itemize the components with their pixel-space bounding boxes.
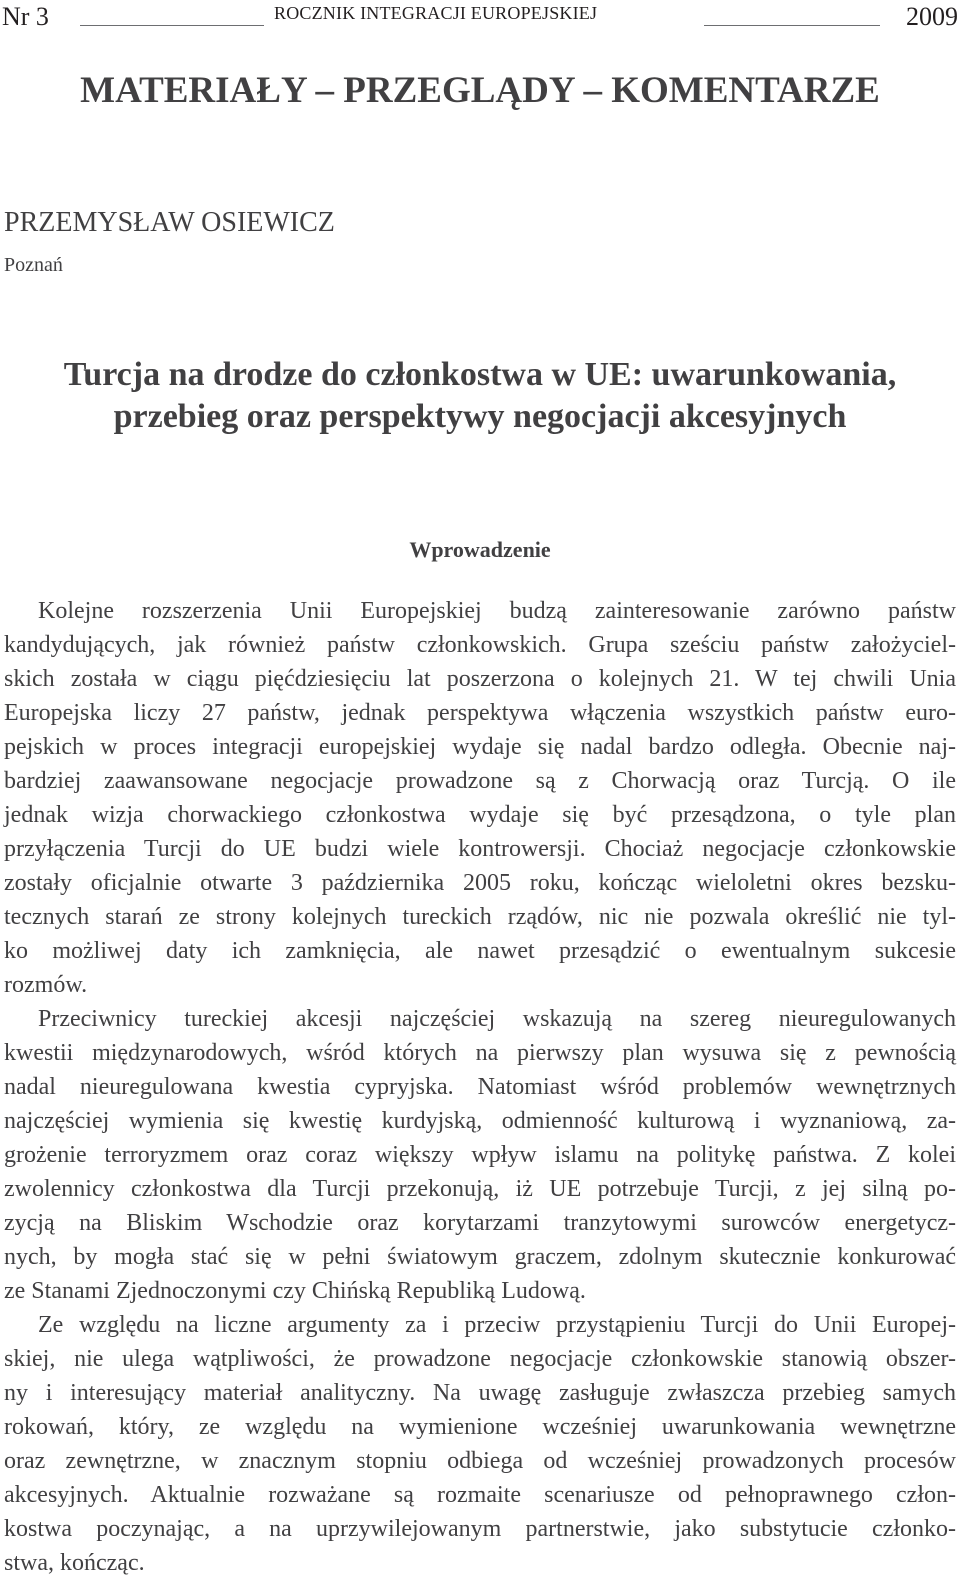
journal-title: ROCZNIK INTEGRACJI EUROPEJSKIEJ [274, 3, 598, 23]
issue-number: Nr 3 [2, 2, 49, 31]
text-line: zwolennicy członkostwa dla Turcji przekonują, iż UE potrzebuje Turcji, z jej silną po- [4, 1176, 956, 1202]
text-line: nadal nieuregulowana kwestia cypryjska. Natomiast wśród problemów wewnętrznych [4, 1074, 956, 1100]
header-rule-right [704, 25, 880, 26]
text-line: nych, by mogła stać się w pełni światowym graczem, zdolnym skutecznie konkurować [4, 1244, 956, 1270]
text-line: oraz zewnętrzne, w znacznym stopniu odbiega od wcześniej prowadzonych procesów [4, 1448, 956, 1474]
text-line: kostwa poczynając, a na uprzywilejowanym partnerstwie, jako substytucie członko- [4, 1516, 956, 1542]
text-line: Europejska liczy 27 państw, jednak perspektywa włączenia wszystkich państw euro- [4, 700, 956, 726]
text-line: Ze względu na liczne argumenty za i przeciw przystąpieniu Turcji do Unii Europej- [38, 1312, 956, 1338]
text-line: Przeciwnicy tureckiej akcesji najczęściej wskazują na szereg nieuregulowanych [38, 1006, 956, 1032]
text-line: Kolejne rozszerzenia Unii Europejskiej budzą zainteresowanie zarówno państw [38, 598, 956, 624]
section-title: MATERIAŁY – PRZEGLĄDY – KOMENTARZE [80, 70, 880, 111]
text-line: pejskich w proces integracji europejskiej wydaje się nadal bardzo odległa. Obecnie naj- [4, 734, 956, 760]
text-line: zycją na Bliskim Wschodzie oraz korytarzami tranzytowymi surowców energetycz- [4, 1210, 956, 1236]
text-line: kwestii międzynarodowych, wśród których na pierwszy plan wysuwa się z pewnością [4, 1040, 956, 1066]
publication-year: 2009 [906, 2, 958, 31]
subsection-title: Wprowadzenie [409, 537, 551, 562]
text-line: najczęściej wymienia się kwestię kurdyjską, odmienność kulturową i wyznaniową, za- [4, 1108, 956, 1134]
body-text [4, 594, 956, 1580]
author-affiliation: Poznań [4, 254, 63, 276]
author-name: PRZEMYSŁAW OSIEWICZ [4, 207, 335, 238]
text-line: ny i interesujący materiał analityczny. Na uwagę zasługuje zwłaszcza przebieg samych [4, 1380, 956, 1406]
text-line: przyłączenia Turcji do UE budzi wiele kontrowersji. Chociaż negocjacje członkowskie [4, 836, 956, 862]
text-line: bardziej zaawansowane negocjacje prowadzone są z Chorwacją oraz Turcją. O ile [4, 768, 956, 794]
text-line: stwa, kończąc. [4, 1550, 145, 1576]
text-line: skiej, nie ulega wątpliwości, że prowadzone negocjacje członkowskie stanowią obszer- [4, 1346, 956, 1372]
text-line: rozmów. [4, 972, 88, 998]
text-line: zostały oficjalnie otwarte 3 października 2005 roku, kończąc wieloletni okres bezsku- [4, 870, 956, 896]
text-line: ze Stanami Zjednoczonymi czy Chińską Republiką Ludową. [4, 1278, 586, 1304]
running-header [0, 0, 960, 40]
text-line: rokowań, który, ze względu na wymienione wcześniej uwarunkowania wewnętrzne [4, 1414, 956, 1440]
article-title-line: przebieg oraz perspektywy negocjacji akcesyjnych [113, 398, 847, 435]
article-title-line: Turcja na drodze do członkostwa w UE: uwarunkowania, [63, 356, 897, 393]
article-title [0, 354, 960, 438]
text-line: kandydujących, jak również państw członkowskich. Grupa sześciu państw założyciel- [4, 632, 956, 658]
text-line: grożenie terroryzmem oraz coraz większy wpływ islamu na politykę państwa. Z kolei [4, 1142, 956, 1168]
text-line: jednak wizja chorwackiego członkostwa wydaje się być przesądzona, o tyle plan [4, 802, 956, 828]
text-line: ko możliwej daty ich zamknięcia, ale nawet przesądzić o ewentualnym sukcesie [4, 938, 956, 964]
header-rule-left [80, 25, 264, 26]
text-line: skich została w ciągu pięćdziesięciu lat poszerzona o kolejnych 21. W tej chwili Unia [4, 666, 956, 692]
text-line: akcesyjnych. Aktualnie rozważane są rozmaite scenariusze od pełnoprawnego człon- [4, 1482, 956, 1508]
text-line: tecznych starań ze strony kolejnych tureckich rządów, nic nie pozwala określić nie tyl- [4, 904, 956, 930]
